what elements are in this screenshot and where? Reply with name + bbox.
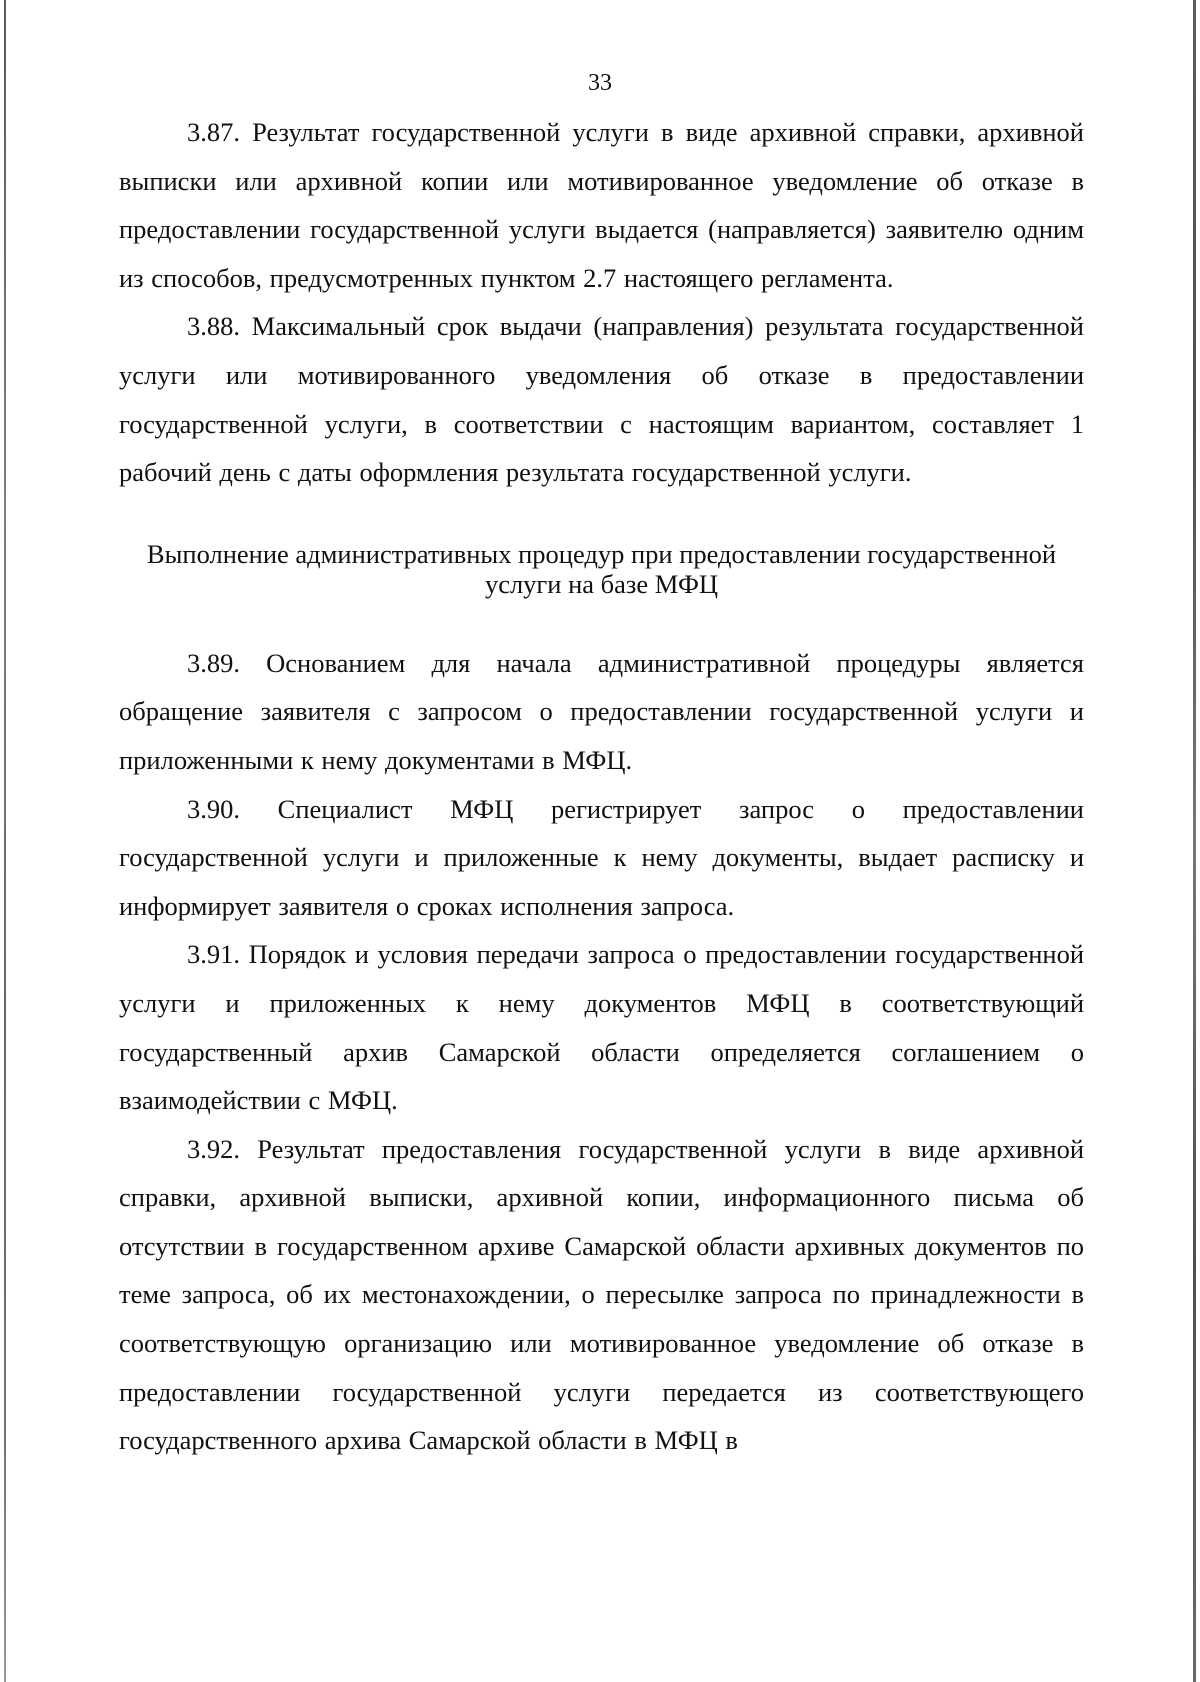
section-heading-line-1: Выполнение административных процедур при предоставлении государственной [146,538,1057,569]
paragraph-3-90: 3.90. Специалист МФЦ регистрирует запрос о предоставлении государственной услуги и приложенные к нему документы, выдает расписку и информирует заявителя о сроках исполнения запроса. [119,793,1084,921]
document-body [119,108,1084,1465]
page-number: 33 [588,70,612,96]
paragraph-3-92: 3.92. Результат предоставления государственной услуги в виде архивной справки, архивной выписки, архивной копии, информационного письма об отсутствии в государственном архиве Самарской области архивных документов по теме запроса, об их местонахождении, о пересылке запроса по принадлежности в соответствующую организацию или мотивированное уведомление об отказе в предоставлении государственной услуги передается из соответствующего государственного архива Самарской области в МФЦ в [119,1133,1084,1456]
paragraph-3-87: 3.87. Результат государственной услуги в виде архивной справки, архивной выписки или архивной копии или мотивированное уведомление об отказе в предоставлении государственной услуги выдается (направляется) заявителю одним из способов, предусмотренных пунктом 2.7 настоящего регламента. [119,117,1084,293]
section-heading [119,539,1084,599]
section-heading-line-2: услуги на базе МФЦ [484,568,719,599]
paragraph-3-88: 3.88. Максимальный срок выдачи (направления) результата государственной услуги или мотивированного уведомления об отказе в предоставлении государственной услуги, в соответствии с настоящим вариантом, составляет 1 рабочий день с даты оформления результата государственной услуги. [119,311,1084,488]
scan-edge-right [1193,0,1196,1682]
paragraph-3-89: 3.89. Основанием для начала административной процедуры является обращение заявителя с запросом о предоставлении государственной услуги и приложенными к нему документами в МФЦ. [119,647,1084,775]
paragraph-3-91: 3.91. Порядок и условия передачи запроса о предоставлении государственной услуги и приложенных к нему документов МФЦ в соответствующий государственный архив Самарской области определяется соглашением о взаимодействии с МФЦ. [119,939,1084,1116]
scan-edge-left [4,0,6,1682]
